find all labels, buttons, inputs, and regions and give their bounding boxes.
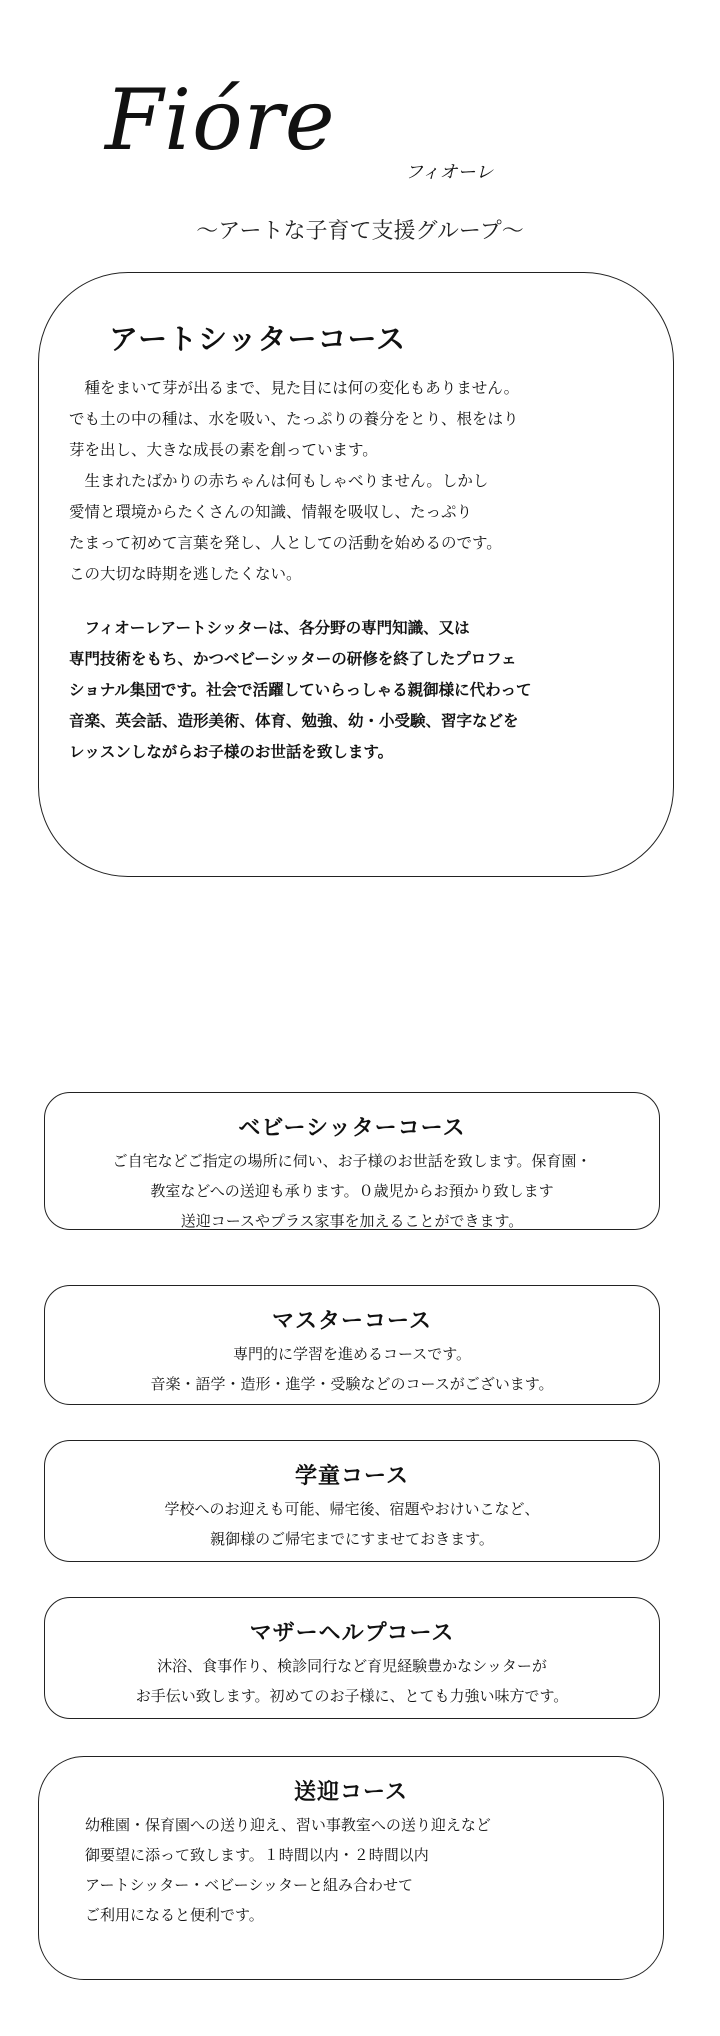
body-line: 御要望に添って致します。１時間以内・２時間以内: [85, 1846, 429, 1864]
baby-sitter-course-box: [44, 1092, 660, 1230]
body-line: 音楽・語学・造形・進学・受験などのコースがございます。: [150, 1375, 554, 1393]
art-sitter-title: アートシッターコース: [109, 322, 407, 356]
detail-line: 音楽、英会話、造形美術、体育、勉強、幼・小受験、習字などを: [69, 712, 519, 730]
gakudo-body: [45, 1494, 659, 1554]
body-line: お手伝い致します。初めてのお子様に、とても力強い味方です。: [135, 1687, 569, 1705]
baby-sitter-title: ベビーシッターコース: [238, 1116, 466, 1141]
body-line: 送迎コースやプラス家事を加えることができます。: [180, 1212, 524, 1230]
logo: [105, 71, 625, 198]
intro-line: 愛情と環境からたくさんの知識、情報を吸収し、たっぷり: [69, 503, 473, 521]
detail-line: ショナル集団です。社会で活躍していらっしゃる親御様に代わって: [69, 681, 532, 699]
detail-line: レッスンしながらお子様のお世話を致します。: [69, 743, 394, 761]
logo-kana: フィオーレ: [405, 162, 494, 183]
master-course-box: [44, 1285, 660, 1405]
pickup-title: 送迎コース: [294, 1780, 408, 1805]
gakudo-course-box: [44, 1440, 660, 1562]
body-line: 専門的に学習を進めるコースです。: [232, 1345, 472, 1363]
tagline: ～アートな子育て支援グループ～: [196, 219, 524, 244]
pickup-body: [39, 1810, 663, 1930]
detail-line: フィオーレアートシッターは、各分野の専門知識、又は: [69, 619, 470, 637]
pickup-course-box: [38, 1756, 664, 1980]
baby-sitter-body: [45, 1146, 659, 1236]
mother-help-title: マザーヘルプコース: [249, 1621, 455, 1646]
detail-line: 専門技術をもち、かつベビーシッターの研修を終了したプロフェ: [69, 650, 517, 668]
body-line: 学校へのお迎えも可能、帰宅後、宿題やおけいこなど、: [164, 1500, 540, 1518]
mother-help-body: [45, 1651, 659, 1711]
intro-line: 種をまいて芽が出るまで、見た目には何の変化もありません。: [69, 379, 520, 397]
body-line: アートシッター・ベビーシッターと組み合わせて: [85, 1876, 414, 1894]
master-body: [45, 1339, 659, 1399]
logo-wordmark: Fiόre: [105, 71, 336, 169]
intro-line: この大切な時期を逃したくない。: [69, 565, 302, 583]
art-sitter-detail: [69, 613, 649, 768]
body-line: 親御様のご帰宅までにすませておきます。: [210, 1530, 494, 1548]
gakudo-title: 学童コース: [295, 1464, 409, 1489]
intro-line: 芽を出し、大きな成長の素を創っています。: [69, 441, 378, 459]
master-title: マスターコース: [272, 1309, 432, 1334]
art-sitter-intro: [69, 373, 649, 590]
mother-help-course-box: [44, 1597, 660, 1719]
body-line: 幼稚園・保育園への送り迎え、習い事教室への送り迎えなど: [85, 1816, 491, 1834]
body-line: 沐浴、食事作り、検診同行など育児経験豊かなシッターが: [157, 1657, 547, 1675]
intro-line: 生まれたばかりの赤ちゃんは何もしゃべりません。しかし: [69, 472, 489, 490]
body-line: ご自宅などご指定の場所に伺い、お子様のお世話を致します。保育園・: [112, 1152, 592, 1170]
intro-line: たまって初めて言葉を発し、人としての活動を始めるのです。: [69, 534, 502, 552]
body-line: ご利用になると便利です。: [85, 1906, 264, 1924]
body-line: 教室などへの送迎も承ります。０歳児からお預かり致します: [150, 1182, 554, 1200]
art-sitter-course-box: [38, 272, 674, 877]
intro-line: でも土の中の種は、水を吸い、たっぷりの養分をとり、根をはり: [69, 410, 519, 428]
